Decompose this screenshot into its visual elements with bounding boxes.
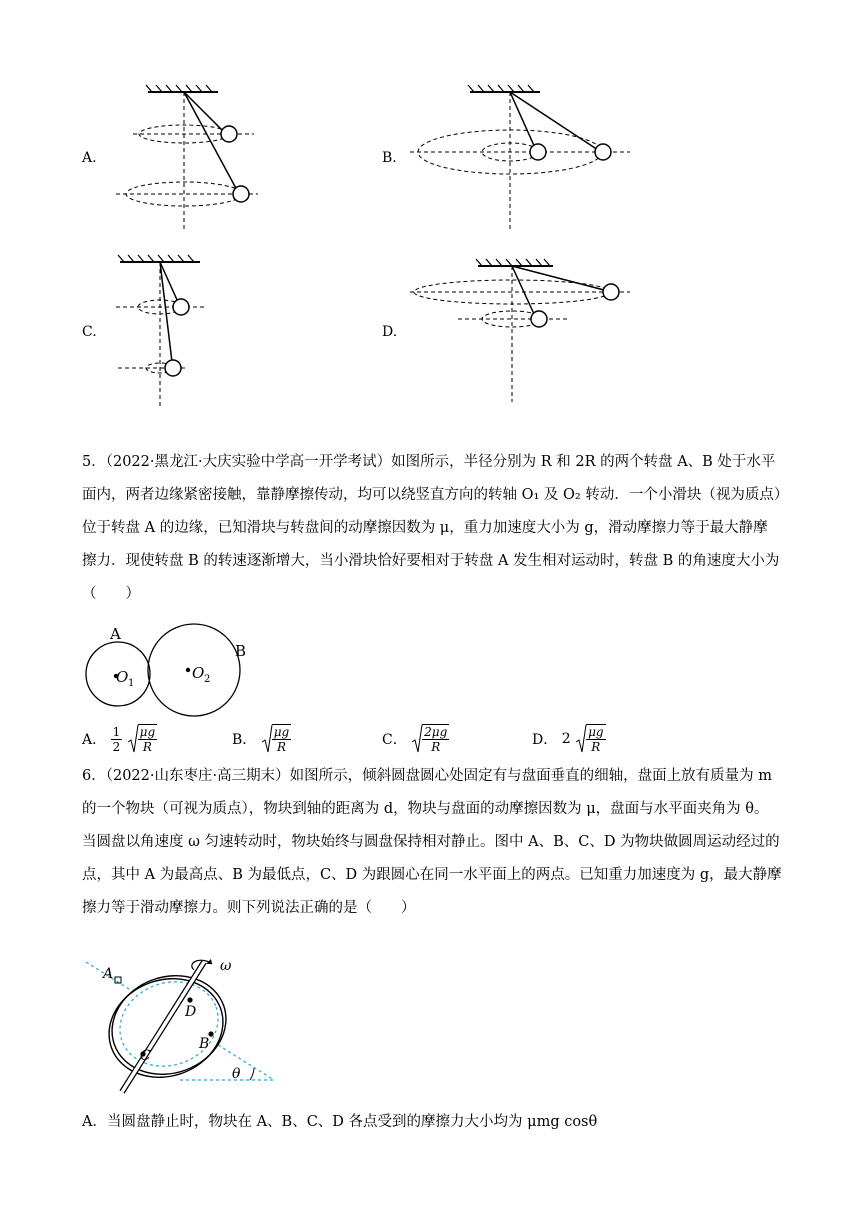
q5-label-o1-sub: 1 [128, 678, 135, 689]
q6-question-text: 6．（2022·山东枣庄·高三期末）如图所示，倾斜圆盘圆心处固定有与盘面垂直的细轴，盘面上放有质量为 m 的一个物块（可视为质点），物块到轴的距离为 d，物块与盘面的动摩擦因数为 μ，盘面与水平面夹角为 θ。当圆盘以角速度 ω 匀速转动时，物块始终与圆盘保持相对静止。图中 A、B、C、D 为物块做圆周运动经过的点，其中 A 为最高点、B 为最低点，C、D 为跟圆心在同一水平面上的两点。已知重力加速度为 g，最大静摩擦力等于滑动摩擦力。则下列说法正确的是（ ） [82, 768, 782, 916]
q5-option-d[interactable]: D． 2 $\frac{\mu g}{R}$ [532, 725, 604, 754]
q5-option-c-label: C． [382, 732, 407, 748]
q4-option-c-label: C. [82, 324, 97, 340]
q6-label-c: C [140, 1048, 151, 1064]
q4-option-d-label: D. [382, 324, 398, 340]
q4-option-b-label: B. [382, 150, 397, 166]
q5-option-b[interactable]: B． $\frac{\mu g}{R}$ [232, 725, 290, 754]
q6-label-d: D [185, 1004, 197, 1020]
q5-label-o1: O [116, 668, 129, 686]
q5-label-o2-sub: 2 [204, 674, 211, 685]
q5-option-b-label: B． [232, 732, 257, 748]
q4-option-c-figure [108, 252, 228, 412]
q5-label-a: A [110, 625, 121, 643]
q5-option-d-label: D． [532, 732, 558, 748]
q4-option-b-figure [408, 82, 638, 232]
q4-option-a-label: A. [82, 150, 97, 166]
q5-label-o2: O [192, 664, 205, 682]
q4-option-d-figure [408, 252, 638, 407]
q5-question-text: 5．（2022·黑龙江·大庆实验中学高一开学考试）如图所示，半径分别为 R 和 2R 的两个转盘 A、B 处于水平面内，两者边缘紧密接触，靠静摩擦传动，均可以绕竖直方向的转轴 O₁ 及 O₂ 转动．一个小滑块（视为质点）位于转盘 A 的边缘，已知滑块与转盘间的动摩擦因数为 μ，重力加速度大小为 g，滑动摩擦力等于最大静摩擦力．现使转盘 B 的转速逐渐增大，当小滑块恰好要相对于转盘 A 发生相对运动时，转盘 B 的角速度大小为（ ） [82, 454, 782, 602]
q6-label-omega: ω [220, 958, 232, 974]
q6-label-theta: θ [232, 1066, 241, 1082]
q5-option-a-coef: $\frac{1}{2}$ [112, 724, 121, 754]
q6-label-b: B [199, 1036, 210, 1052]
q5-label-b: B [235, 642, 247, 660]
q4-option-a-figure [108, 82, 268, 232]
q5-turntables-figure [82, 618, 262, 718]
q5-option-d-coef: 2 [561, 731, 571, 747]
q5-option-a-label: A． [82, 732, 107, 748]
q6-option-a[interactable]: A．当圆盘静止时，物块在 A、B、C、D 各点受到的摩擦力大小均为 μmg cosθ [82, 1114, 598, 1130]
q5-option-a[interactable]: A． $\frac{1}{2}$ $\frac{\mu g}{R}$ [82, 724, 156, 754]
q5-option-c[interactable]: C． $\frac{2\mu g}{R}$ [382, 725, 448, 754]
q6-label-a: A [103, 966, 114, 982]
q6-inclined-disk-figure [82, 952, 282, 1102]
